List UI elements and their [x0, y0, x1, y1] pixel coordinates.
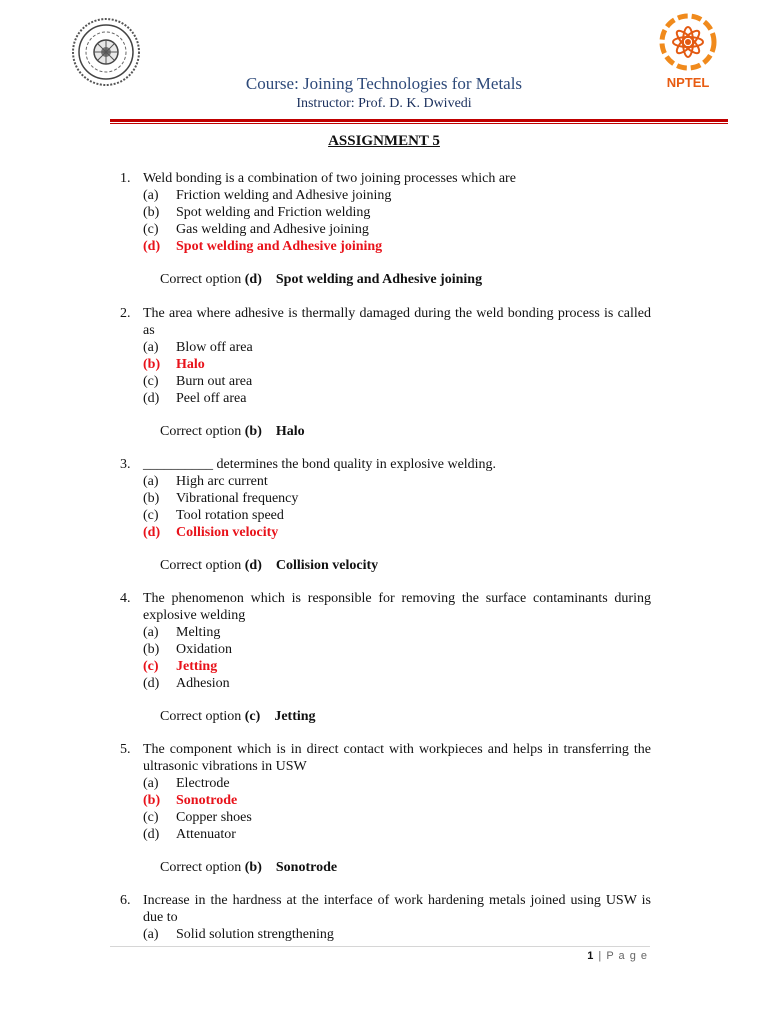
option-c: (c) Tool rotation speed — [143, 508, 284, 523]
assignment-title: ASSIGNMENT 5 — [328, 133, 440, 149]
option-c-correct: (c) Jetting — [143, 659, 218, 674]
correct-option: Correct option (b) Sonotrode — [160, 860, 338, 875]
option-b-correct: (b) Sonotrode — [143, 793, 238, 808]
option-a: (a) Melting — [143, 625, 221, 640]
question-1 — [120, 170, 651, 288]
question-number: 2. — [120, 306, 131, 321]
question-2 — [120, 305, 651, 440]
correct-option: Correct option (d) Spot welding and Adhesive joining — [160, 272, 483, 287]
option-d-correct: (d) Spot welding and Adhesive joining — [143, 239, 383, 254]
option-d-correct: (d) Collision velocity — [143, 525, 279, 540]
option-a: (a) Blow off area — [143, 340, 253, 355]
option-c: (c) Gas welding and Adhesive joining — [143, 222, 369, 237]
question-text: Weld bonding is a combination of two joining processes which are — [143, 171, 516, 186]
question-number: 3. — [120, 457, 131, 472]
option-a: (a) Solid solution strengthening — [143, 927, 334, 942]
option-b: (b) Oxidation — [143, 642, 232, 657]
question-4 — [120, 590, 651, 725]
option-b-correct: (b) Halo — [143, 357, 205, 372]
correct-option: Correct option (c) Jetting — [160, 709, 316, 724]
header-rule — [110, 119, 728, 122]
footer-rule — [110, 946, 650, 947]
option-a: (a) Electrode — [143, 776, 230, 791]
question-3 — [120, 456, 651, 574]
page-footer — [587, 950, 648, 962]
question-text: __________ determines the bond quality in explosive welding. — [143, 457, 497, 472]
course-title: Course: Joining Technologies for Metals — [245, 74, 523, 93]
option-a: (a) High arc current — [143, 474, 268, 489]
question-5 — [120, 741, 651, 876]
question-text: The phenomenon which is responsible for removing the surface contaminants during explosive welding — [143, 591, 651, 623]
page-number: 1 — [587, 950, 595, 962]
question-text: Increase in the hardness at the interface of work hardening metals joined using USW is due to — [143, 893, 651, 925]
instructor-name: Instructor: Prof. D. K. Dwivedi — [296, 96, 472, 111]
question-number: 4. — [120, 591, 131, 606]
correct-option: Correct option (b) Halo — [160, 424, 305, 439]
option-d: (d) Adhesion — [143, 676, 230, 691]
option-b: (b) Vibrational frequency — [143, 491, 299, 506]
header-rule-thin — [110, 123, 728, 124]
question-number: 5. — [120, 742, 131, 757]
option-b: (b) Spot welding and Friction welding — [143, 205, 371, 220]
question-text: The area where adhesive is thermally damaged during the weld bonding process is called as — [143, 306, 651, 338]
question-6 — [120, 892, 651, 943]
nptel-label: NPTEL — [666, 75, 710, 90]
option-a: (a) Friction welding and Adhesive joining — [143, 188, 392, 203]
option-d: (d) Attenuator — [143, 827, 236, 842]
question-text: The component which is in direct contact with workpieces and helps in transferring the ultrasonic vibrations in USW — [143, 742, 651, 774]
correct-option: Correct option (d) Collision velocity — [160, 558, 379, 573]
option-d: (d) Peel off area — [143, 391, 247, 406]
option-c: (c) Burn out area — [143, 374, 253, 389]
question-number: 1. — [120, 171, 131, 186]
question-number: 6. — [120, 893, 131, 908]
option-c: (c) Copper shoes — [143, 810, 252, 825]
page-label: | P a g e — [594, 950, 648, 962]
